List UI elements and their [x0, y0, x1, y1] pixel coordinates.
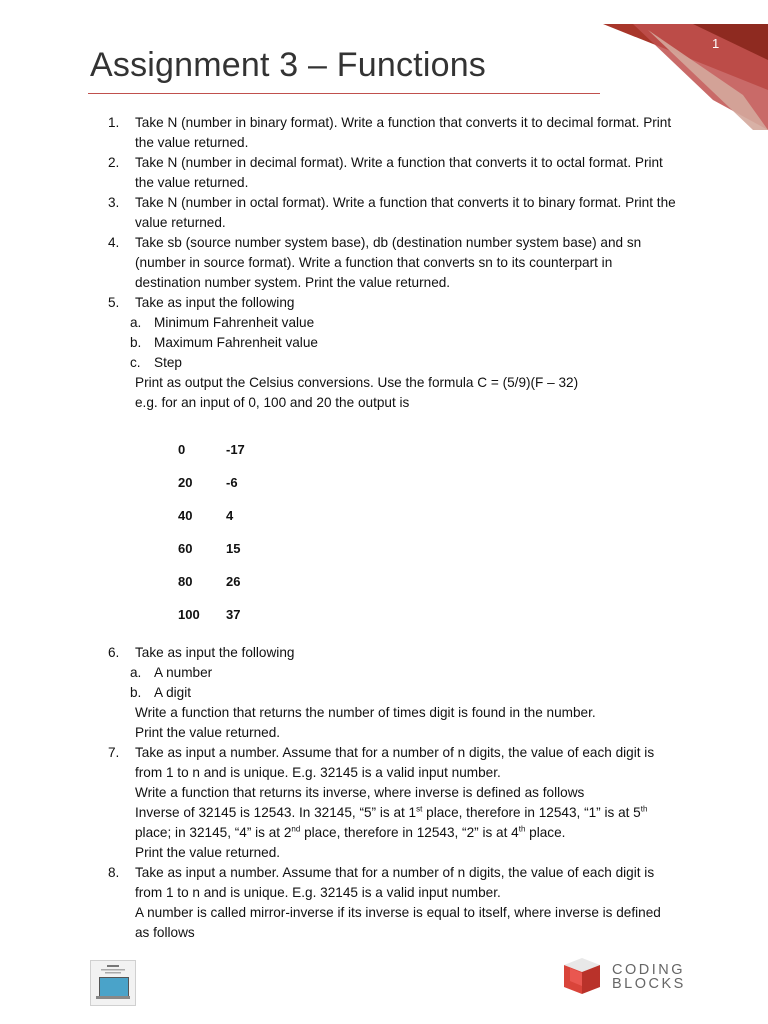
table-row: [178, 466, 245, 499]
fahrenheit-cell: 100: [178, 606, 200, 622]
question-text: Write a function that returns the number of times digit is found in the number.: [135, 705, 596, 720]
example-text: place.: [525, 825, 566, 840]
table-row: [178, 598, 245, 631]
sub-item-label: c.: [130, 355, 141, 370]
sub-item-label: b.: [130, 685, 142, 700]
ordinal-suffix: th: [518, 824, 526, 834]
question-intro: Take as input the following: [135, 295, 295, 310]
question-number: 5.: [108, 295, 120, 310]
sub-item: [108, 313, 678, 333]
sub-item-text: A digit: [154, 685, 192, 700]
question-text: Print the value returned.: [135, 725, 281, 740]
question-text: Take N (number in decimal format). Write a function that converts it to octal format. Print the value returned.: [135, 155, 663, 190]
question-number: 7.: [108, 745, 120, 760]
fahrenheit-cell: 20: [178, 474, 193, 490]
fahrenheit-cell: 60: [178, 540, 193, 556]
fahrenheit-cell: 0: [178, 441, 186, 457]
celsius-cell: -17: [226, 441, 245, 457]
sub-item-text: Maximum Fahrenheit value: [154, 335, 318, 350]
question-text: A number is called mirror-inverse if its inverse is equal to itself, where inverse is defined as follows: [135, 905, 661, 940]
celsius-cell: 4: [226, 507, 234, 523]
celsius-cell: -6: [226, 474, 238, 490]
logo-wordmark: [612, 963, 686, 991]
question-number: 4.: [108, 235, 120, 250]
thumbnail-caption-icon: [95, 964, 131, 974]
logo-line-2: BLOCKS: [612, 976, 686, 992]
sub-item-label: a.: [130, 315, 142, 330]
question-text: Write a function that returns its inverse, where inverse is defined as follows: [135, 785, 585, 800]
sub-item-text: Step: [154, 355, 182, 370]
sub-item-label: a.: [130, 665, 142, 680]
example-text: place; in 32145, “4” is at 2: [135, 825, 292, 840]
coding-blocks-logo: [560, 956, 684, 1000]
question-text: Take sb (source number system base), db (destination number system base) and sn (number in source format). Write a function that converts sn to its counterpart in destination number system. Print the value returned.: [135, 235, 642, 290]
sub-item: [108, 663, 678, 683]
question-6: [108, 643, 678, 663]
question-text: Take as input a number. Assume that for a number of n digits, the value of each digit is from 1 to n and is unique. E.g. 32145 is a valid input number.: [135, 865, 655, 900]
question-3: [108, 193, 678, 233]
assignment-content: [108, 113, 678, 943]
celsius-cell: 26: [226, 573, 241, 589]
corner-decoration: [593, 0, 768, 130]
example-text: Inverse of 32145 is 12543. In 32145, “5” is at 1: [135, 805, 417, 820]
sub-item-text: Minimum Fahrenheit value: [154, 315, 315, 330]
question-number: 3.: [108, 195, 120, 210]
question-7: [108, 743, 678, 783]
question-text: e.g. for an input of 0, 100 and 20 the output is: [135, 395, 410, 410]
table-row: [178, 433, 245, 466]
question-text: Take N (number in octal format). Write a function that converts it to binary format. Print the value returned.: [135, 195, 676, 230]
question-text: Print as output the Celsius conversions. Use the formula C = (5/9)(F – 32): [135, 375, 579, 390]
celsius-cell: 37: [226, 606, 241, 622]
sub-item: [108, 333, 678, 353]
ordinal-suffix: st: [416, 804, 423, 814]
example-text: place, therefore in 12543, “1” is at 5: [422, 805, 641, 820]
question-2: [108, 153, 678, 193]
table-row: [178, 532, 245, 565]
sub-item: [108, 353, 678, 373]
sub-item: [108, 683, 678, 703]
question-text: Print the value returned.: [135, 845, 281, 860]
question-text: Take N (number in binary format). Write a function that converts it to decimal format. Print the value returned.: [135, 115, 672, 150]
question-5: [108, 293, 678, 313]
ordinal-suffix: th: [640, 804, 648, 814]
question-intro: Take as input the following: [135, 645, 295, 660]
sub-item-text: A number: [154, 665, 213, 680]
inverse-example: [108, 803, 678, 843]
laptop-thumbnail-icon: [90, 960, 136, 1006]
example-text: place, therefore in 12543, “2” is at 4: [300, 825, 519, 840]
laptop-screen-icon: [99, 977, 129, 997]
celsius-cell: 15: [226, 540, 241, 556]
table-row: [178, 499, 245, 532]
question-text: Take as input a number. Assume that for a number of n digits, the value of each digit is from 1 to n and is unique. E.g. 32145 is a valid input number.: [135, 745, 655, 780]
question-1: [108, 113, 678, 153]
laptop-base-icon: [96, 996, 130, 999]
title-underline: [88, 93, 600, 94]
cube-logo-icon: [560, 956, 608, 1000]
question-4: [108, 233, 678, 293]
question-number: 6.: [108, 645, 120, 660]
table-row: [178, 565, 245, 598]
fahrenheit-cell: 40: [178, 507, 193, 523]
question-number: 8.: [108, 865, 120, 880]
logo-line-1: CODING: [612, 962, 685, 978]
question-8: [108, 863, 678, 903]
sub-item-label: b.: [130, 335, 142, 350]
page-title: Assignment 3 – Functions: [90, 46, 486, 84]
question-number: 1.: [108, 115, 120, 130]
ordinal-suffix: nd: [291, 824, 301, 834]
fahrenheit-cell: 80: [178, 573, 193, 589]
question-number: 2.: [108, 155, 120, 170]
page-number: 1: [712, 36, 720, 51]
conversion-table: [178, 433, 245, 631]
